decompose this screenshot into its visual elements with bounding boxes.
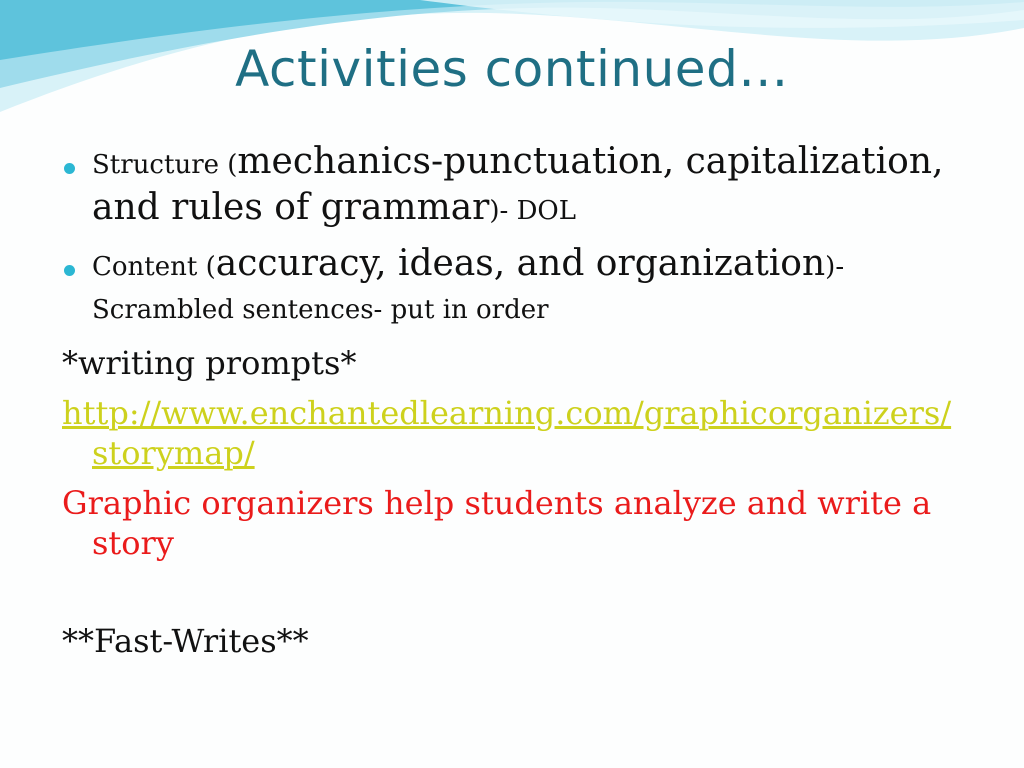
bullet-suffix: )- Scrambled sentences- put in order: [92, 252, 845, 325]
bullet-item-structure: [62, 142, 962, 234]
bullet-icon: [64, 265, 75, 276]
bullet-item-content: [62, 244, 962, 333]
graphic-organizers-note: Graphic organizers help students analyze and write a story: [62, 484, 932, 562]
slide-title: Activities continued…: [235, 40, 789, 98]
storymap-link[interactable]: http://www.enchantedlearning.com/graphicorganizers/storymap/: [62, 394, 952, 472]
wave-highlight: [420, 0, 1024, 28]
writing-prompts-text: *writing prompts*: [62, 344, 357, 382]
bullet-emphasis: accuracy, ideas, and organization: [215, 243, 826, 284]
bullet-emphasis: mechanics-punctuation, capitalization, and rules of grammar: [92, 141, 944, 228]
bullet-suffix: )- DOL: [489, 196, 576, 226]
bullet-prefix: Structure (: [92, 150, 238, 180]
bullet-prefix: Content (: [92, 252, 216, 282]
slide-body: [62, 142, 962, 661]
fast-writes-text: **Fast-Writes**: [62, 622, 309, 660]
bullet-icon: [64, 163, 75, 174]
